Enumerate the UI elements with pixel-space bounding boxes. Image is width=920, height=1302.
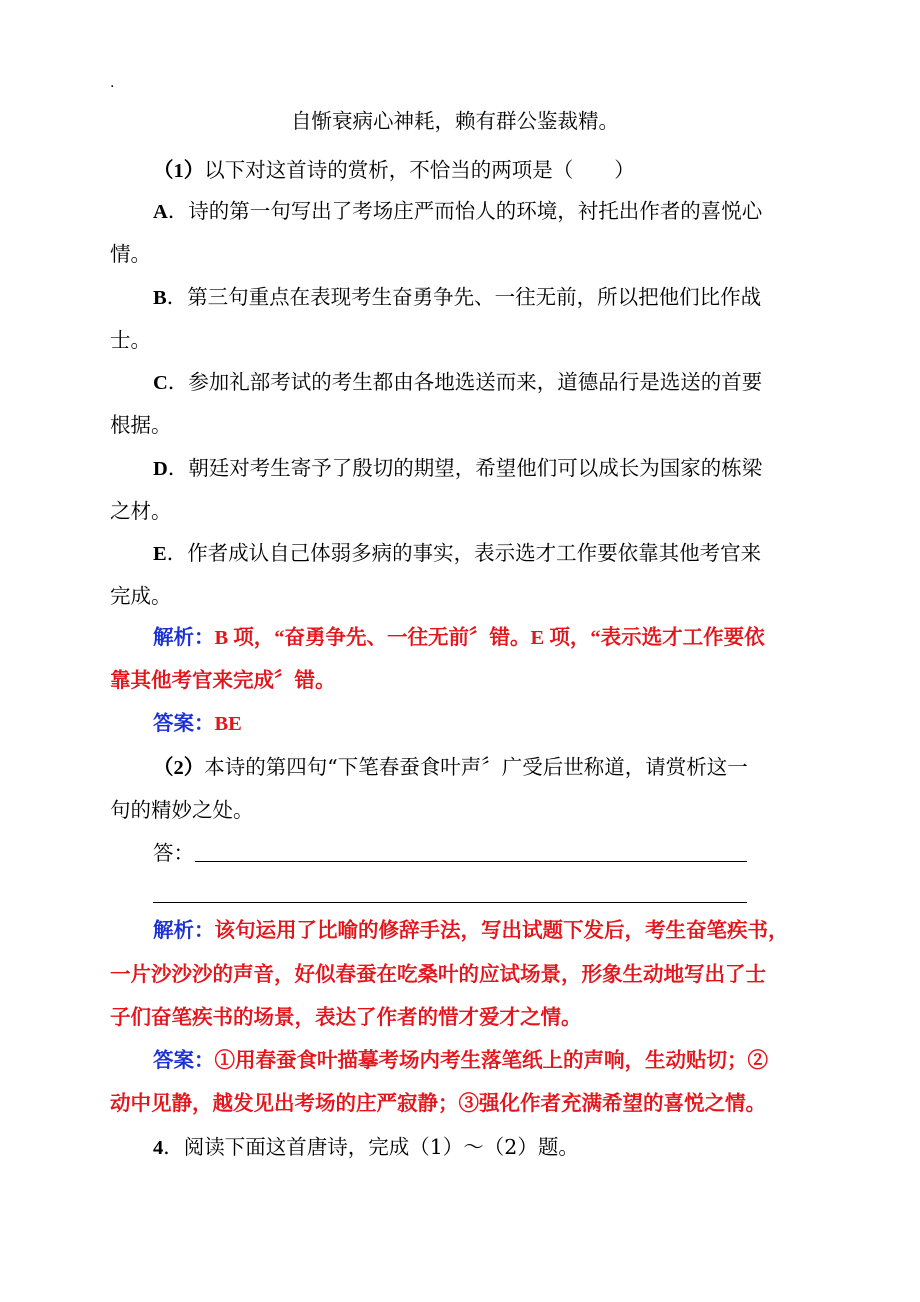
q1-analysis-label: 解析： (153, 627, 215, 649)
option-b-sep: ． (166, 285, 188, 309)
option-c-line2: 根据。 (110, 413, 172, 437)
option-d-line2: 之材。 (110, 499, 172, 523)
option-a-sep: ． (167, 199, 189, 223)
option-e-sep: ． (166, 541, 188, 565)
q1-answer (153, 709, 803, 739)
option-d-letter: D (153, 458, 168, 480)
q1-analysis-line1 (153, 623, 803, 653)
option-a-letter: A (153, 201, 168, 223)
option-e-letter: E (153, 543, 167, 565)
option-b-line2: 士。 (110, 328, 151, 352)
q2-answer-prompt: 答： (153, 841, 194, 865)
option-b-text: 第三句重点在表现考生奋勇争先、一往无前，所以把他们比作战 (187, 285, 762, 309)
option-a-line1 (153, 196, 803, 227)
question-1-number: （1） (153, 160, 205, 182)
option-e-text: 作者成认自己体弱多病的事实，表示选才工作要依靠其他考官来 (187, 541, 762, 565)
q1-analysis-text: B 项，“奋勇争先、一往无前〞错。E 项，“表示选才工作要依 (214, 627, 765, 649)
top-mark: . (110, 75, 115, 91)
option-d-sep: ． (167, 456, 189, 480)
option-a-text: 诗的第一句写出了考场庄严而怡人的环境，衬托出作者的喜悦心 (188, 199, 763, 223)
option-e-line1 (153, 538, 803, 569)
question-4-number: 4 (153, 1137, 164, 1159)
question-4-sep: ． (163, 1135, 184, 1159)
option-a-line2: 情。 (110, 242, 151, 266)
q2-answer-text: ①用春蚕食叶描摹考场内考生落笔纸上的声响，生动贴切；② (214, 1050, 768, 1072)
question-4-stem (153, 1132, 803, 1163)
q2-analysis-line1 (153, 916, 803, 946)
answer-blank-line-1[interactable] (195, 861, 747, 862)
q1-answer-label: 答案： (153, 713, 215, 735)
poem-line: 自惭衰病心神耗，赖有群公鉴裁精。 (291, 109, 619, 133)
option-c-line1 (153, 367, 803, 398)
q2-analysis-line2: 一片沙沙沙的声音，好似春蚕在吃桑叶的应试场景，形象生动地写出了士 (110, 964, 766, 986)
q1-answer-value: BE (214, 713, 242, 735)
option-b-letter: B (153, 287, 167, 309)
answer-blank-line-2[interactable] (153, 902, 747, 903)
q1-analysis-line2: 靠其他考官来完成〞错。 (110, 670, 336, 692)
option-c-text: 参加礼部考试的考生都由各地选送而来，道德品行是选送的首要 (188, 370, 763, 394)
q2-answer-label: 答案： (153, 1050, 215, 1072)
option-c-letter: C (153, 372, 168, 394)
question-1-stem (153, 155, 803, 186)
question-2-text: 本诗的第四句“下笔春蚕食叶声〞广受后世称道，请赏析这一 (204, 755, 748, 779)
option-b-line1 (153, 282, 803, 313)
question-1-text: 以下对这首诗的赏析，不恰当的两项是（ ） (204, 158, 635, 182)
question-2-stem-line2: 句的精妙之处。 (110, 798, 254, 822)
q2-answer-line2: 动中见静，越发见出考场的庄严寂静；③强化作者充满希望的喜悦之情。 (110, 1093, 766, 1115)
option-e-line2: 完成。 (110, 584, 172, 608)
q2-analysis-text: 该句运用了比喻的修辞手法，写出试题下发后，考生奋笔疾书， (214, 920, 789, 942)
q2-analysis-line3: 子们奋笔疾书的场景，表达了作者的惜才爱才之情。 (110, 1007, 582, 1029)
option-c-sep: ． (167, 370, 189, 394)
q2-analysis-label: 解析： (153, 920, 215, 942)
question-4-text: 阅读下面这首唐诗，完成（1）～（2）题。 (183, 1135, 579, 1159)
question-2-stem-line1 (153, 752, 803, 783)
option-d-line1 (153, 453, 803, 484)
option-d-text: 朝廷对考生寄予了殷切的期望，希望他们可以成长为国家的栋梁 (188, 456, 763, 480)
question-2-number: （2） (153, 757, 205, 779)
q2-answer-line1 (153, 1046, 803, 1076)
